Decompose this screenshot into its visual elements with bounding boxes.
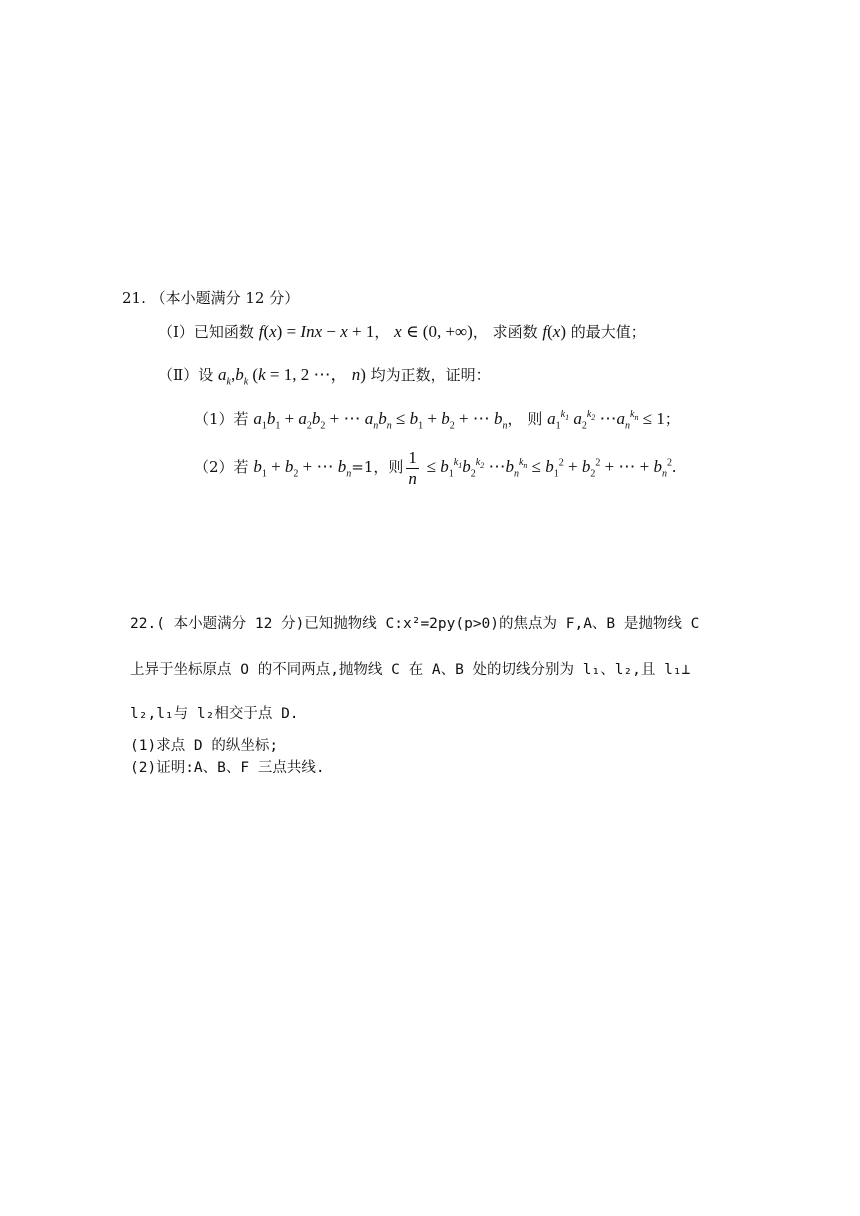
q21-sub2-label: （2）若 [194,458,249,476]
q21-part1-domain: x ∈ (0, +∞) [394,322,473,341]
q22-item1: (1)求点 D 的纵坐标; [130,738,279,754]
q21-sub2-conclusion: ≤ $b_1^{k_1}b_2^{k_2}$ $\cdots b_n^{k_n} \le b_1^2 + b_2^2$ + ⋯ + $b_n^2$. [426,457,677,480]
q22-line3: l₂,l₁与 l₂相交于点 D. [130,706,299,722]
q21-part2 [158,365,491,388]
q21-sub1-conclusion: $a_1^{k_1}$ $a_2^{k_2}$ $\cdots a_n^{k_n} \le 1$ [547,409,665,432]
q21-sub1-then: 则 [527,410,543,428]
q21-part1-function: f(x) = Inx − x + 1 [258,322,375,341]
q21-title: 21. （本小题满分 12 分） [122,289,300,307]
q21-part2-suffix: 均为正数，证明： [370,366,491,384]
q22-item2: (2)证明:A、B、F 三点共线. [130,760,325,776]
q21-part2-prefix: （Ⅱ）设 [158,366,214,384]
q21-part1-prefix: （Ⅰ）已知函数 [158,323,254,341]
q21-sub2-then: 则 [388,458,404,476]
q22-line2: 上异于坐标原点 O 的不同两点,抛物线 C 在 A、B 处的切线分别为 l₁、l₂,且 l₁⊥ [130,662,691,678]
q21-sub2-condition: $b_1 + b_2$ + ⋯ $b_n$ [253,457,352,480]
q21-sub2 [194,446,676,488]
q21-sub2-eq: =1， [351,458,389,476]
q21-part1-suffix: 求函数 f(x) 的最大值； [492,322,646,341]
q21-sub1-label: （1）若 [194,410,249,428]
q21-part2-vars: $a_k,b_k$ (k = 1, 2 ⋯， n) [217,365,366,388]
q21-sub2-fraction: $\frac{1}{n}$ [408,447,417,488]
q21-part1: （Ⅰ）已知函数 f(x) = Inx − x + 1， x ∈ (0, +∞)， 求函数 f(x) 的最大值； [158,322,646,341]
q22-line1: 22.( 本小题满分 12 分)已知抛物线 C:x²=2py(p>0)的焦点为 F,A、B 是抛物线 C [130,616,700,632]
q21-sub1-condition: $a_1b_1 + a_2b_2$ + ⋯ $a_nb_n \le b_1 + b_2$ + ⋯ $b_n$ [253,409,508,432]
q21-sub1: （1）若 $a_1b_1 + a_2b_2$ + ⋯ $a_nb_n \le b_1 + b_2$ + ⋯ $b_n$， 则 $a_1^{k_1}$ $a_2^{k_2}$ $\cdots a_n^{k_n} \le 1$； [194,409,680,432]
